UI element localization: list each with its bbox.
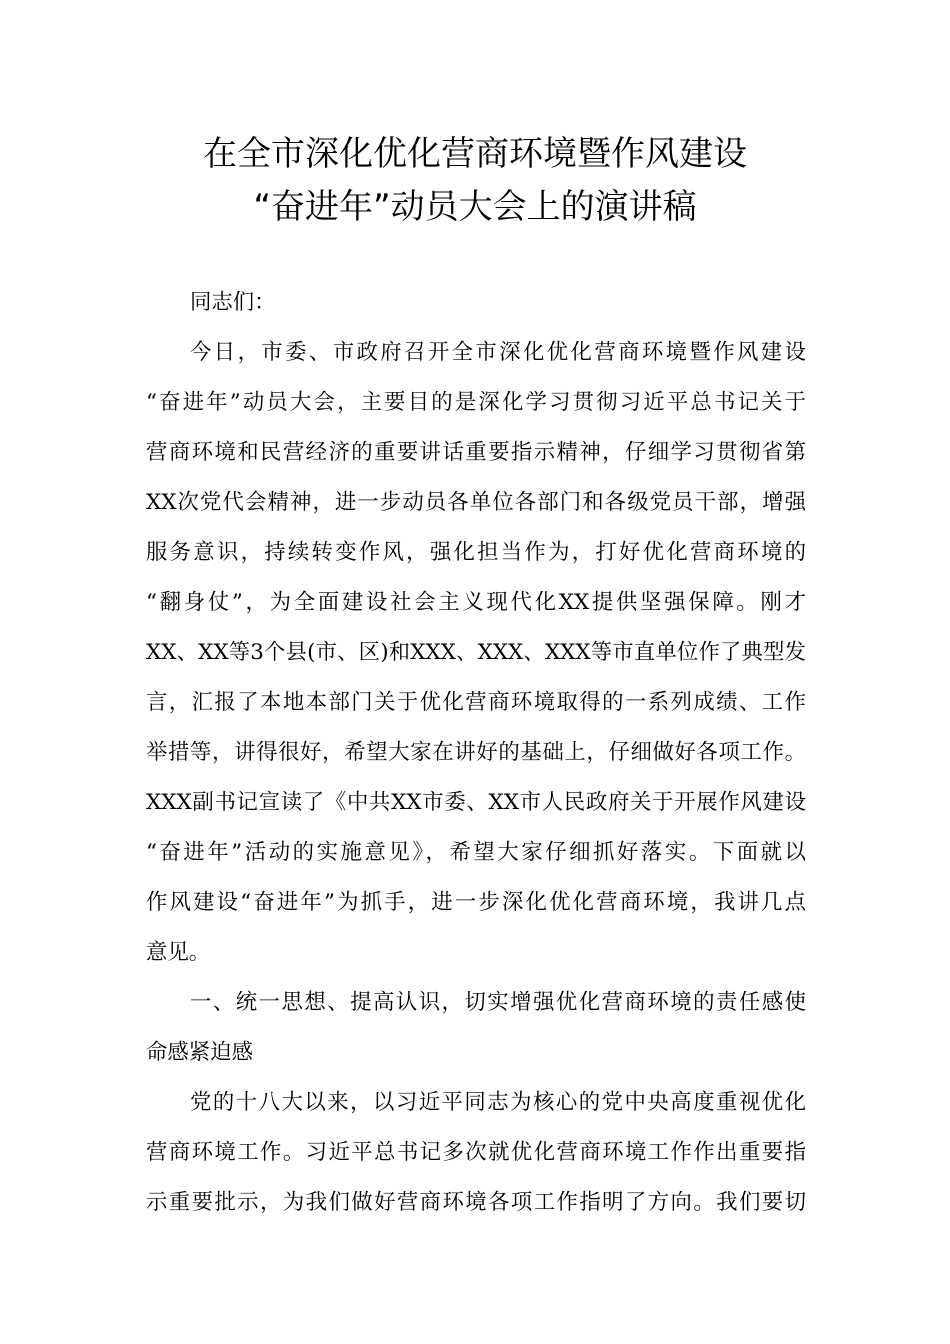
salutation: 同志们：	[190, 290, 276, 315]
text-line: 营商环境和民营经济的重要讲话重要指示精神，仔细学习贯彻省第	[146, 440, 806, 465]
document-title-line-2: “奋进年”动员大会上的演讲稿	[253, 187, 697, 227]
text-line: 作风建设“奋进年”为抓手，进一步深化优化营商环境，我讲几点	[146, 890, 806, 915]
text-line: XXX副书记宣读了《中共XX市委、XX市人民政府关于开展作风建设	[146, 790, 806, 815]
text-line: 言，汇报了本地本部门关于优化营商环境取得的一系列成绩、工作	[146, 690, 806, 715]
text-line: 示重要批示，为我们做好营商环境各项工作指明了方向。我们要切	[146, 1190, 806, 1215]
text-line: “翻身仗”，为全面建设社会主义现代化XX提供坚强保障。刚才	[146, 590, 806, 615]
text-line: 服务意识，持续转变作风，强化担当作为，打好优化营商环境的	[146, 540, 806, 565]
text-line: 营商环境工作。习近平总书记多次就优化营商环境工作作出重要指	[146, 1140, 806, 1165]
text-line: XX次党代会精神，进一步动员各单位各部门和各级党员干部，增强	[146, 490, 806, 515]
paragraph-1	[146, 328, 806, 978]
text-line: 今日，市委、市政府召开全市深化优化营商环境暨作风建设	[190, 340, 806, 365]
paragraph-2	[146, 1078, 806, 1228]
text-line: “奋进年”动员大会，主要目的是深化学习贯彻习近平总书记关于	[146, 390, 806, 415]
heading-line: 命感紧迫感	[146, 1040, 253, 1065]
text-line: 党的十八大以来，以习近平同志为核心的党中央高度重视优化	[190, 1090, 806, 1115]
section-heading-1	[146, 978, 806, 1078]
document-title-line-1: 在全市深化优化营商环境暨作风建设	[203, 134, 747, 174]
text-line: “奋进年”活动的实施意见》，希望大家仔细抓好落实。下面就以	[146, 840, 806, 865]
document-body	[146, 278, 806, 1228]
heading-line: 一、统一思想、提高认识，切实增强优化营商环境的责任感使	[190, 990, 806, 1015]
text-line: XX、XX等3个县(市、区)和XXX、XXX、XXX等市直单位作了典型发	[146, 640, 806, 665]
text-line: 举措等，讲得很好，希望大家在讲好的基础上，仔细做好各项工作。	[146, 740, 806, 765]
text-line: 意见。	[146, 940, 211, 965]
